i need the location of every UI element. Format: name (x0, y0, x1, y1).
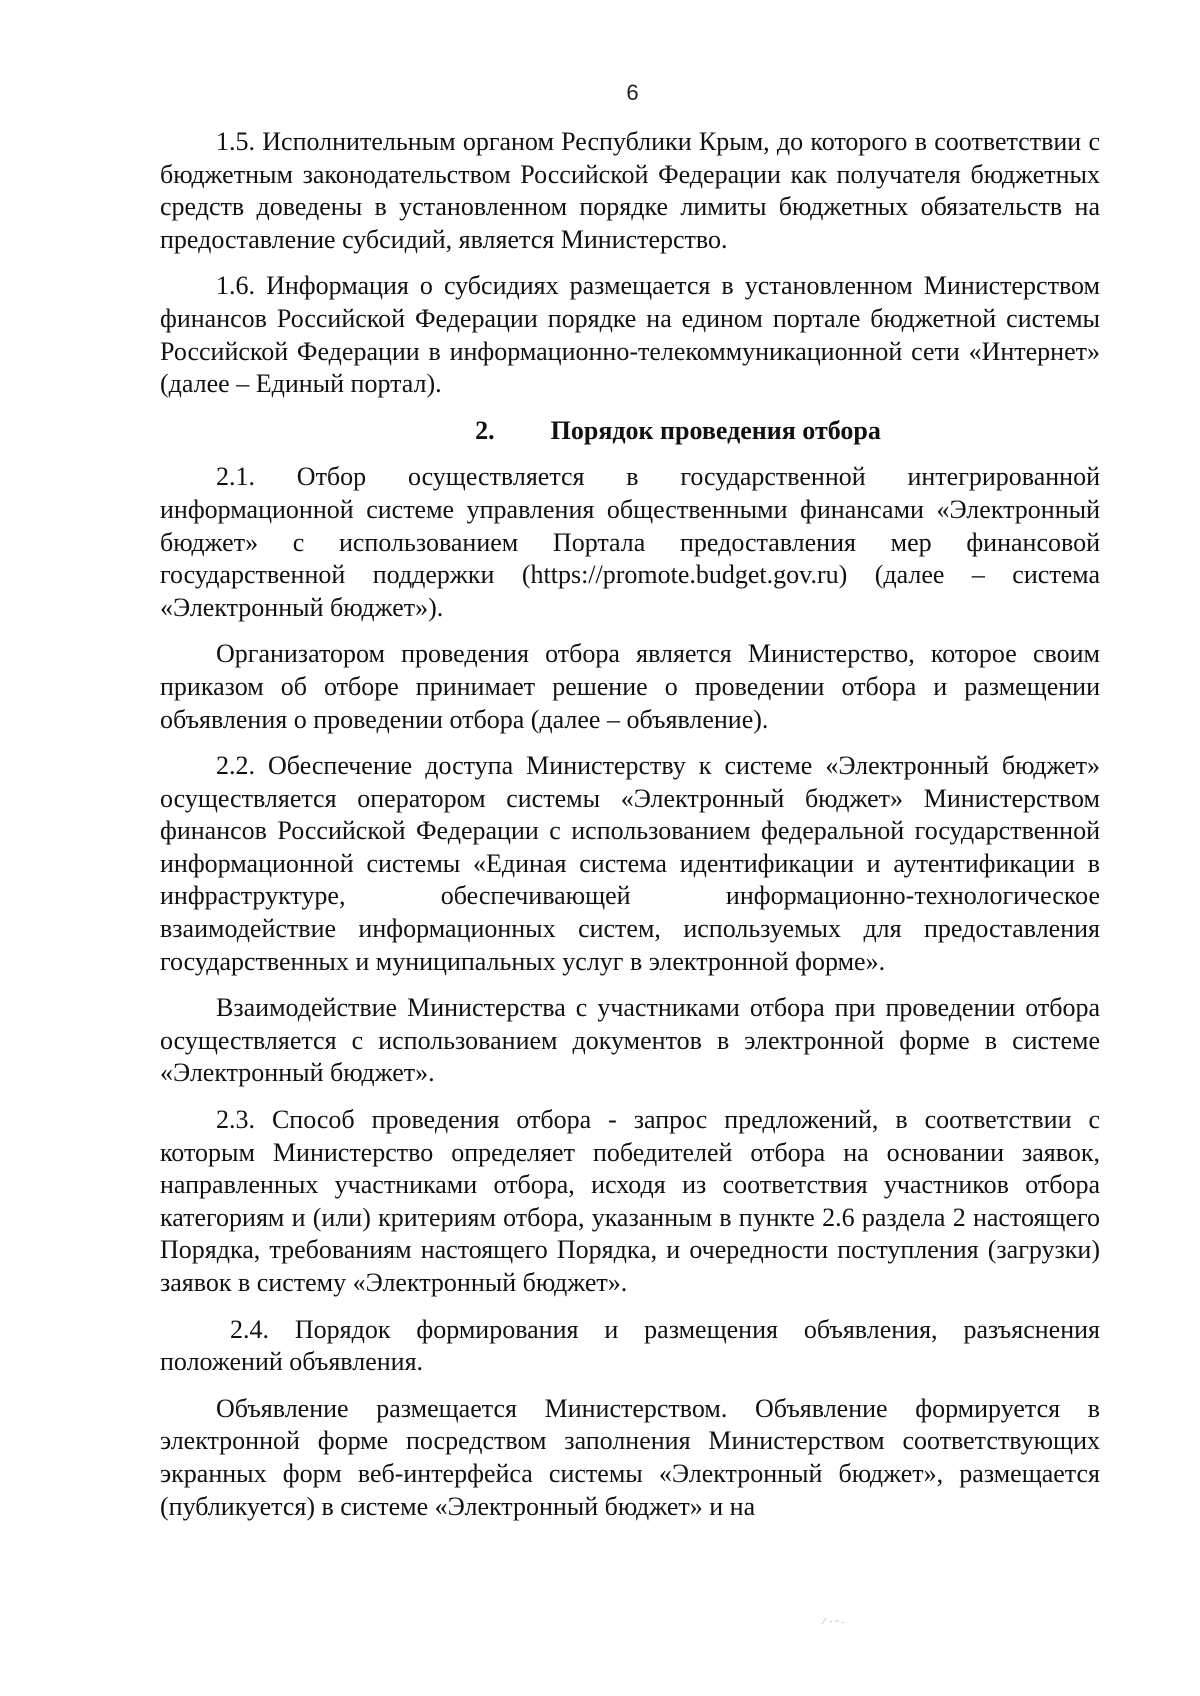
scan-artifact-mark (820, 1614, 860, 1632)
document-body (160, 126, 1100, 1537)
section-title: Порядок проведения отбора (550, 415, 881, 445)
paragraph-interaction: Взаимодействие Министерства с участниками отбора при проведении отбора осуществляется с использованием документов в электронной форме в системе «Электронный бюджет». (160, 993, 1100, 1088)
page-number: 6 (626, 80, 639, 105)
paragraph-2-1: 2.1. Отбор осуществляется в государственной интегрированной информационной системе управления общественными финансами «Электронный бюджет» с использованием Портала предоставления мер финансовой государственной поддержки (https://promote.budget.gov.ru) (далее – система «Электронный бюджет»). (160, 462, 1100, 622)
paragraph-organizer: Организатором проведения отбора является Министерство, которое своим приказом об отборе принимает решение о проведении отбора и размещении объявления о проведении отбора (далее – объявление). (160, 639, 1100, 734)
paragraph-1-6: 1.6. Информация о субсидиях размещается в установленном Министерством финансов Российской Федерации порядке на едином портале бюджетной системы Российской Федерации в информационно-телекоммуникационной сети «Интернет» (далее – Единый портал). (160, 271, 1100, 399)
paragraph-2-3: 2.3. Способ проведения отбора - запрос предложений, в соответствии с которым Министерство определяет победителей отбора на основании заявок, направленных участниками отбора, исходя из соответствия участников отбора категориям и (или) критериям отбора, указанным в пункте 2.6 раздела 2 настоящего Порядка, требованиям настоящего Порядка, и очередности поступления (загрузки) заявок в систему «Электронный бюджет». (160, 1105, 1100, 1297)
paragraph-announcement: Объявление размещается Министерством. Объявление формируется в электронной форме посредством заполнения Министерством соответствующих экранных форм веб-интерфейса системы «Электронный бюджет», размещается (публикуется) в системе «Электронный бюджет» и на (160, 1393, 1100, 1521)
section-heading (160, 415, 1100, 448)
paragraph-2-2: 2.2. Обеспечение доступа Министерству к системе «Электронный бюджет» осуществляется оператором системы «Электронный бюджет» Министерством финансов Российской Федерации с использованием федеральной государственной информационной системы «Единая система идентификации и аутентификации в инфраструктуре, обеспечивающей информационно-технологическое взаимодействие информационных систем, используемых для предоставления государственных и муниципальных услуг в электронной форме». (160, 751, 1100, 976)
scan-speck-icon (820, 1614, 860, 1628)
paragraph-2-4: 2.4. Порядок формирования и размещения объявления, разъяснения положений объявления. (160, 1314, 1100, 1377)
paragraph-1-5: 1.5. Исполнительным органом Республики Крым, до которого в соответствии с бюджетным законодательством Российской Федерации как получателя бюджетных средств доведены в установленном порядке лимиты бюджетных обязательств на предоставление субсидий, является Министерство. (160, 127, 1100, 254)
section-number: 2. (475, 415, 495, 445)
